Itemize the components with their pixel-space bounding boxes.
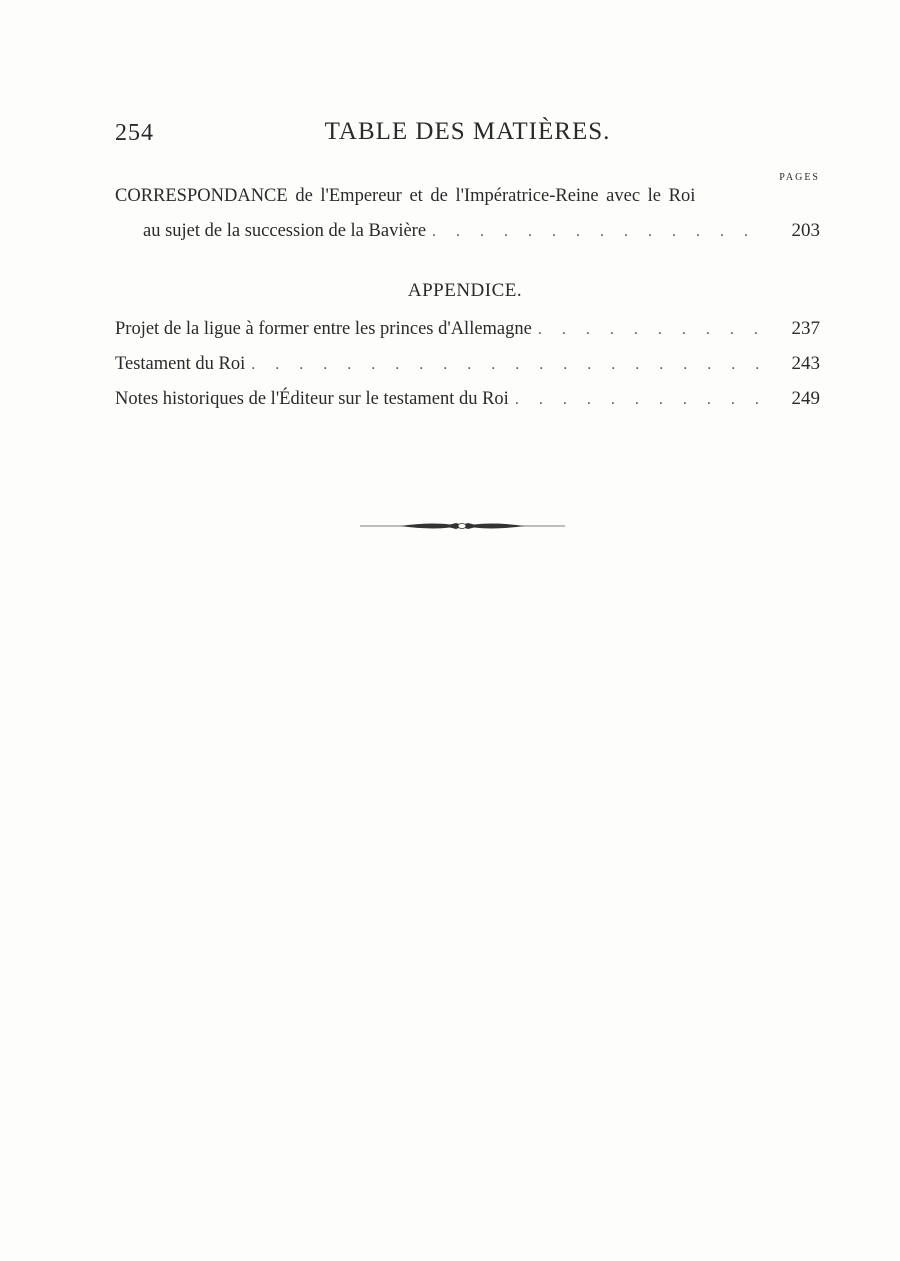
toc-page-ref: 249 [791, 388, 820, 409]
toc-entry-text: Testament du Roi [115, 354, 246, 374]
page-header [115, 118, 820, 154]
toc-page-ref: 243 [791, 353, 820, 374]
toc-entry-text: CORRESPONDANCE de l'Empereur et de l'Impératrice-Reine avec le Roi [115, 186, 696, 206]
ornament-divider-icon [360, 516, 565, 536]
toc-entry [115, 388, 820, 423]
toc-entry-text: au sujet de la succession de la Bavière [143, 221, 427, 241]
toc-entry-text: Projet de la ligue à former entre les princes d'Allemagne [115, 319, 532, 339]
toc-page-ref: 237 [791, 318, 820, 339]
toc-entry-text: Notes historiques de l'Éditeur sur le testament du Roi [115, 389, 509, 409]
toc-entry [115, 318, 820, 353]
dot-leader [251, 356, 764, 374]
appendice-list [115, 318, 820, 423]
dot-leader [432, 223, 764, 241]
toc-entry-line [115, 220, 820, 254]
toc-entry [115, 353, 820, 388]
toc-entry-correspondance [115, 186, 820, 254]
dot-leader [515, 391, 764, 409]
toc-entry-line [115, 186, 820, 220]
page-number: 254 [115, 120, 154, 146]
dot-leader [538, 321, 764, 339]
section-title-appendice: APPENDICE. [407, 280, 523, 301]
pages-column-label: PAGES [779, 172, 820, 183]
running-title: TABLE DES MATIÈRES. [324, 118, 611, 145]
toc-page-ref: 203 [791, 220, 820, 241]
